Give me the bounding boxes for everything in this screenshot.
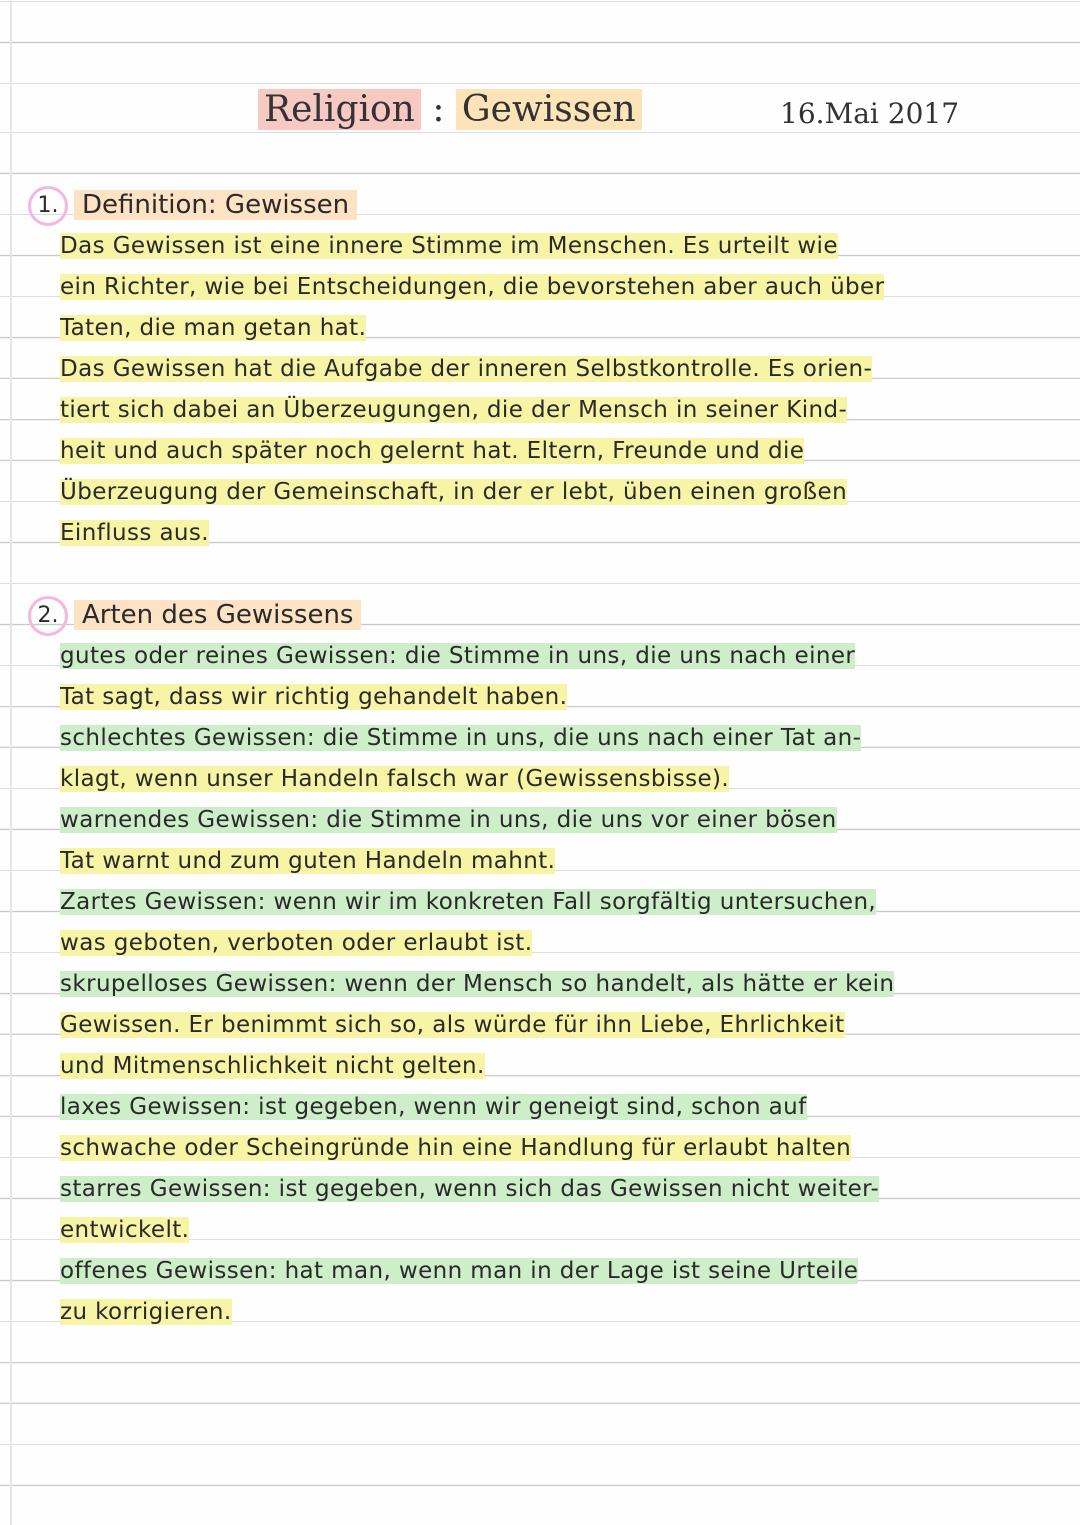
text-line: was geboten, verboten oder erlaubt ist. [60,930,533,956]
section-1-line [60,226,1060,267]
section-1-line [60,472,1060,513]
page-title [258,88,642,132]
title-subject: Religion [258,89,421,130]
text-line: Tat sagt, dass wir richtig gehandelt haben. [60,684,568,710]
title-topic: Gewissen [456,89,642,130]
section-2-heading [28,595,361,635]
text-line: starres Gewissen: ist gegeben, wenn sich das Gewissen nicht weiter- [60,1176,880,1202]
section-2-line [60,718,1060,759]
title-separator: : [432,89,445,130]
page-date: 16.Mai 2017 [780,97,960,130]
section-2-line [60,1087,1060,1128]
text-line: gutes oder reines Gewissen: die Stimme in uns, die uns nach einer [60,643,856,669]
section-2-line [60,800,1060,841]
section-2-line [60,841,1060,882]
section-2-line [60,1005,1060,1046]
section-1-title: Definition: Gewissen [74,190,357,220]
text-line: schlechtes Gewissen: die Stimme in uns, die uns nach einer Tat an- [60,725,862,751]
section-1-line [60,349,1060,390]
text-line: Taten, die man getan hat. [60,315,367,341]
section-2-line [60,677,1060,718]
text-line: schwache oder Scheingründe hin eine Handlung für erlaubt halten [60,1135,852,1161]
text-line: warnendes Gewissen: die Stimme in uns, die uns vor einer bösen [60,807,837,833]
text-line: laxes Gewissen: ist gegeben, wenn wir geneigt sind, schon auf [60,1094,807,1120]
text-line: tiert sich dabei an Überzeugungen, die der Mensch in seiner Kind- [60,397,848,423]
section-1-number: 1. [28,186,68,226]
section-1-line [60,513,1060,554]
section-2-line [60,964,1060,1005]
section-2-title: Arten des Gewissens [74,600,361,630]
text-line: Überzeugung der Gemeinschaft, in der er lebt, üben einen großen [60,479,848,505]
section-2-number: 2. [28,596,68,636]
section-1-line [60,267,1060,308]
section-2-line [60,1128,1060,1169]
section-2-line [60,1169,1060,1210]
section-2-line [60,1210,1060,1251]
text-line: Gewissen. Er benimmt sich so, als würde für ihn Liebe, Ehrlichkeit [60,1012,845,1038]
text-line: Das Gewissen hat die Aufgabe der inneren Selbstkontrolle. Es orien- [60,356,873,382]
text-line: Einfluss aus. [60,520,210,546]
text-line: entwickelt. [60,1217,190,1243]
text-line: heit und auch später noch gelernt hat. Eltern, Freunde und die [60,438,805,464]
section-1-line [60,308,1060,349]
section-1-line [60,431,1060,472]
text-line: Tat warnt und zum guten Handeln mahnt. [60,848,556,874]
text-line: Das Gewissen ist eine innere Stimme im Menschen. Es urteilt wie [60,233,838,259]
text-line: Zartes Gewissen: wenn wir im konkreten Fall sorgfältig untersuchen, [60,889,877,915]
section-2-line [60,1046,1060,1087]
section-2-line [60,636,1060,677]
section-2-line [60,759,1060,800]
section-2-line [60,1251,1060,1292]
section-2-line [60,1292,1060,1333]
text-line: klagt, wenn unser Handeln falsch war (Gewissensbisse). [60,766,730,792]
section-1-heading [28,185,357,225]
text-line: und Mitmenschlichkeit nicht gelten. [60,1053,485,1079]
section-1-line [60,390,1060,431]
text-line: skrupelloses Gewissen: wenn der Mensch so handelt, als hätte er kein [60,971,895,997]
text-line: offenes Gewissen: hat man, wenn man in der Lage ist seine Urteile [60,1258,859,1284]
text-line: ein Richter, wie bei Entscheidungen, die bevorstehen aber auch über [60,274,885,300]
section-2-line [60,923,1060,964]
text-line: zu korrigieren. [60,1299,232,1325]
section-2-line [60,882,1060,923]
margin-line [10,0,12,1525]
